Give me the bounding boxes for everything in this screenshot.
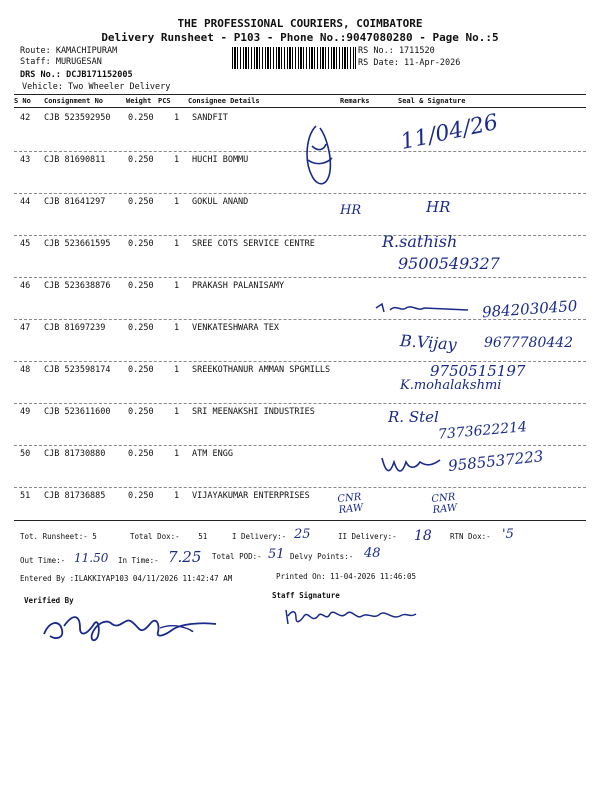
barcode (232, 47, 356, 69)
col-consignee-details: Consignee Details (188, 97, 260, 105)
row-consignee: PRAKASH PALANISAMY (192, 281, 285, 291)
row-consignment-no: CJB 81697239 (44, 323, 106, 333)
row-consignment-no: CJB 81641297 (44, 197, 106, 207)
row-pcs: 1 (174, 113, 180, 123)
table-bottom-rule (14, 520, 586, 521)
row-weight: 0.250 (128, 407, 154, 417)
total-dox (130, 532, 207, 541)
row-consignee: HUCHI BOMMU (192, 155, 249, 165)
total-pod-label: Total POD:- (212, 552, 262, 561)
header-rule-top (14, 94, 586, 95)
rtn-dox-value: '5 (502, 527, 514, 542)
delivery-points-label: Delvy Points:- (290, 552, 354, 561)
handwritten-phone-47: 9677780442 (484, 335, 574, 351)
total-runsheet: Tot. Runsheet:- 5 (20, 532, 97, 541)
row-consignment-no: CJB 523661595 (44, 239, 111, 249)
staff-signature-label: Staff Signature (272, 591, 340, 600)
handwritten-phone-45: 9500549327 (398, 254, 500, 273)
row-pcs: 1 (174, 197, 180, 207)
total-dox-label: Total Dox:- (130, 532, 180, 541)
company-name: THE PROFESSIONAL COURIERS, COIMBATORE (177, 17, 423, 30)
col-seal-signature: Seal & Signature (398, 97, 466, 105)
row-sno: 46 (20, 281, 31, 291)
table-row (0, 239, 600, 281)
row-sno: 49 (20, 407, 31, 417)
handwritten-phone-50: 9585537223 (447, 447, 545, 475)
row-consignee: SREE COTS SERVICE CENTRE (192, 239, 315, 249)
staff-signature (282, 600, 422, 630)
row-weight: 0.250 (128, 449, 154, 459)
handwritten-cnr-raw-remark: CNR RAW (336, 491, 364, 517)
row-weight: 0.250 (128, 239, 154, 249)
entered-by: Entered By :ILAKKIYAP103 04/11/2026 11:42:47 AM (20, 574, 233, 583)
col-sno: S No (14, 97, 31, 105)
total-pod-value: 51 (268, 547, 285, 562)
printed-on: Printed On: 11-04-2026 11:46:05 (276, 572, 416, 581)
total-dox-value: 51 (198, 532, 208, 541)
row-sno: 42 (20, 113, 31, 123)
row-sno: 45 (20, 239, 31, 249)
row-consignee: VIJAYAKUMAR ENTERPRISES (192, 491, 310, 501)
row-pcs: 1 (174, 323, 180, 333)
signature-50 (380, 450, 450, 480)
row-pcs: 1 (174, 281, 180, 291)
handwritten-name-48: K.mohalakshmi (400, 378, 502, 393)
out-time-label: Out Time:- (20, 556, 66, 565)
row-sno: 48 (20, 365, 31, 375)
i-delivery-value: 25 (294, 527, 311, 542)
delivery-points-value: 48 (364, 546, 381, 561)
row-pcs: 1 (174, 155, 180, 165)
handwritten-hr-seal: HR (426, 198, 451, 216)
vehicle: Vehicle: Two Wheeler Delivery (22, 82, 171, 92)
row-consignee: ATM ENGG (192, 449, 233, 459)
scribble-seal-42 (298, 116, 348, 196)
row-consignee: VENKATESHWARA TEX (192, 323, 279, 333)
handwritten-phone-49: 7373622214 (437, 419, 528, 443)
row-divider (14, 277, 586, 278)
handwritten-sign-49: R. Stel (388, 408, 439, 426)
rs-number: RS No.: 1711520 (358, 46, 435, 56)
handwritten-name-47: B.Vijay (399, 331, 458, 354)
row-divider (14, 445, 586, 446)
handwritten-name-45: R.sathish (382, 232, 458, 251)
row-sno: 44 (20, 197, 31, 207)
row-consignment-no: CJB 523611600 (44, 407, 111, 417)
col-remarks: Remarks (340, 97, 370, 105)
handwritten-date: 11/04/26 (398, 110, 501, 155)
header-rule-bottom (14, 107, 586, 108)
row-consignment-no: CJB 523638876 (44, 281, 111, 291)
in-time-label: In Time:- (118, 556, 159, 565)
row-pcs: 1 (174, 407, 180, 417)
signature-46 (372, 298, 482, 318)
row-weight: 0.250 (128, 281, 154, 291)
row-weight: 0.250 (128, 491, 154, 501)
handwritten-cnr-raw-seal: CNR RAW (430, 491, 458, 517)
in-time-value: 7.25 (168, 548, 202, 566)
route: Route: KAMACHIPURAM (20, 46, 118, 56)
row-consignment-no: CJB 81690811 (44, 155, 106, 165)
drs-number (20, 70, 133, 80)
row-pcs: 1 (174, 491, 180, 501)
ii-delivery-label: II Delivery:- (338, 532, 397, 541)
row-sno: 50 (20, 449, 31, 459)
i-delivery-label: I Delivery:- (232, 532, 287, 541)
verifier-signature (40, 606, 260, 646)
handwritten-hr-remark: HR (340, 203, 362, 218)
out-time-value: 11.50 (74, 551, 109, 565)
row-consignee: SANDFIT (192, 113, 228, 123)
row-consignment-no: CJB 81736885 (44, 491, 106, 501)
row-weight: 0.250 (128, 365, 154, 375)
handwritten-phone-48: 9750515197 (430, 362, 526, 380)
row-sno: 43 (20, 155, 31, 165)
row-weight: 0.250 (128, 197, 154, 207)
rs-date: RS Date: 11-Apr-2026 (358, 58, 461, 68)
row-pcs: 1 (174, 239, 180, 249)
row-weight: 0.250 (128, 323, 154, 333)
handwritten-phone-46: 9842030450 (481, 296, 578, 322)
verified-by-label: Verified By (24, 596, 74, 605)
col-consignment: Consignment No (44, 97, 104, 105)
row-pcs: 1 (174, 449, 180, 459)
row-consignment-no: CJB 523598174 (44, 365, 111, 375)
rtn-dox-label: RTN Dox:- (450, 532, 491, 541)
drs-value: DCJB171152005 (66, 70, 133, 80)
ii-delivery-value: 18 (414, 528, 432, 544)
row-consignment-no: CJB 523592950 (44, 113, 111, 123)
col-pcs: PCS (158, 97, 171, 105)
table-row (0, 197, 600, 239)
row-divider (14, 487, 586, 488)
row-divider (14, 403, 586, 404)
row-weight: 0.250 (128, 113, 154, 123)
row-pcs: 1 (174, 365, 180, 375)
row-consignee: SREEKOTHANUR AMMAN SPGMILLS (192, 365, 331, 375)
col-weight: Weight (126, 97, 152, 105)
row-consignee: GOKUL ANAND (192, 197, 249, 207)
runsheet-subtitle: Delivery Runsheet - P103 - Phone No.:9047080280 - Page No.:5 (101, 31, 499, 44)
row-sno: 51 (20, 491, 31, 501)
staff: Staff: MURUGESAN (20, 57, 102, 67)
drs-label: DRS No.: (20, 70, 61, 80)
row-consignment-no: CJB 81730880 (44, 449, 106, 459)
row-divider (14, 235, 586, 236)
row-consignee: SRI MEENAKSHI INDUSTRIES (192, 407, 315, 417)
row-weight: 0.250 (128, 155, 154, 165)
row-sno: 47 (20, 323, 31, 333)
